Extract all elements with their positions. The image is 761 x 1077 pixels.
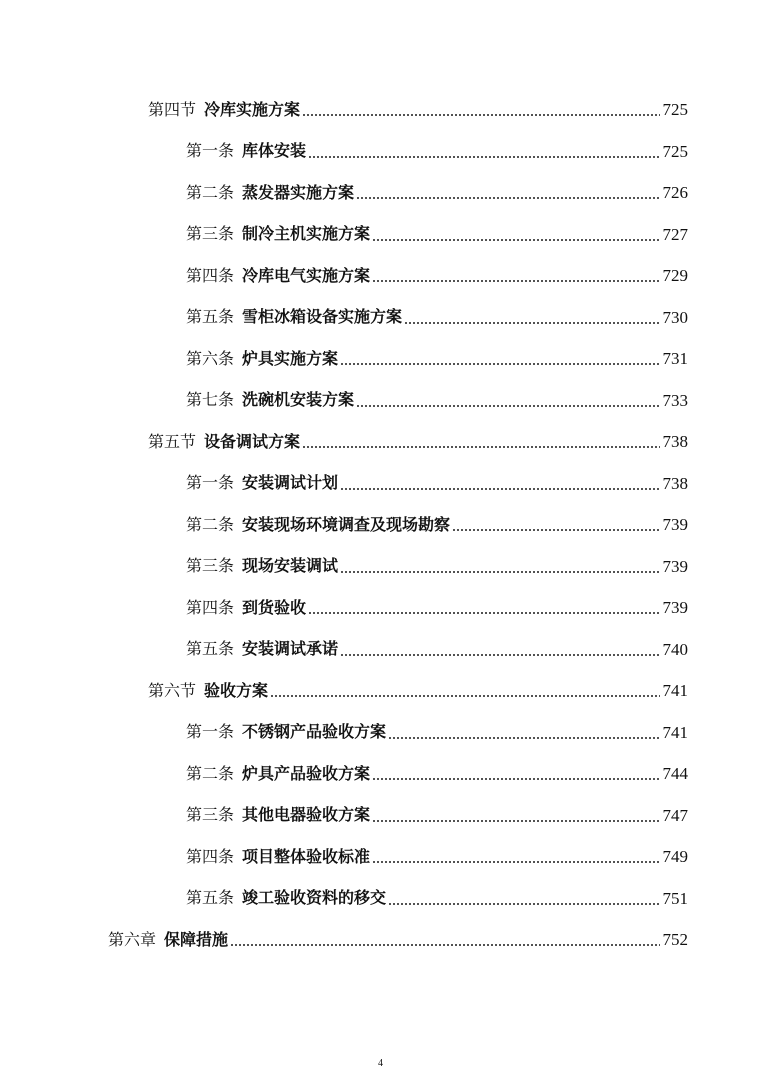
toc-entry-number: 第三条 [186, 224, 235, 243]
toc-entry-page: 741 [662, 722, 688, 742]
toc-entry-number: 第一条 [186, 473, 235, 492]
toc-entry-page: 729 [662, 266, 688, 285]
toc-entry-title: 炉具产品验收方案 [242, 763, 371, 783]
toc-entry-page: 733 [662, 390, 688, 410]
toc-entry-title: 保障措施 [164, 929, 229, 949]
toc-entry-page: 739 [662, 598, 688, 617]
toc-entry-page: 725 [662, 141, 688, 161]
toc-entry-section[interactable] [148, 89, 688, 130]
toc-entry-article[interactable] [186, 214, 688, 255]
toc-entry-number: 第一条 [186, 141, 235, 160]
toc-entry-title: 不锈钢产品验收方案 [242, 722, 387, 741]
toc-entry-number: 第五条 [186, 639, 235, 658]
toc-dot-leader [340, 562, 659, 574]
toc-entry-number: 第四条 [186, 597, 235, 617]
toc-entry-page: 739 [662, 556, 688, 576]
toc-dot-leader [340, 645, 659, 657]
toc-entry-number: 第三条 [186, 805, 235, 824]
toc-entry-article[interactable] [186, 463, 688, 504]
toc-dot-leader [372, 852, 659, 864]
toc-entry-title: 炉具实施方案 [242, 348, 339, 368]
toc-entry-number: 第五条 [186, 888, 235, 907]
toc-entry-page: 738 [662, 473, 688, 493]
toc-entry-article[interactable] [186, 255, 688, 296]
toc-entry-title: 验收方案 [204, 680, 269, 700]
toc-dot-leader [302, 437, 659, 449]
toc-entry-article[interactable] [186, 629, 688, 670]
toc-entry-article[interactable] [186, 504, 688, 545]
toc-entry-article[interactable] [186, 712, 688, 753]
toc-entry-page: 739 [662, 515, 688, 534]
toc-entry-title: 冷库电气实施方案 [242, 265, 371, 285]
toc-entry-article[interactable] [186, 836, 688, 877]
toc-entry-title: 冷库实施方案 [204, 99, 301, 119]
toc-entry-article[interactable] [186, 297, 688, 338]
toc-entry-title: 安装调试计划 [242, 473, 339, 492]
toc-entry-title: 其他电器验收方案 [242, 805, 371, 824]
toc-dot-leader [388, 894, 659, 906]
toc-dot-leader [372, 811, 659, 823]
toc-entry-number: 第二条 [186, 182, 235, 202]
toc-entry-article[interactable] [186, 131, 688, 172]
toc-entry-number: 第六章 [108, 929, 157, 949]
toc-entry-page: 744 [662, 764, 688, 783]
toc-entry-title: 库体安装 [242, 141, 307, 160]
toc-entry-article[interactable] [186, 753, 688, 794]
toc-dot-leader [270, 686, 659, 698]
toc-dot-leader [308, 147, 659, 159]
toc-entry-article[interactable] [186, 878, 688, 919]
toc-dot-leader [452, 520, 659, 532]
toc-entry-title: 设备调试方案 [204, 431, 301, 451]
toc-entry-article[interactable] [186, 380, 688, 421]
toc-entry-article[interactable] [186, 546, 688, 587]
toc-dot-leader [372, 769, 659, 781]
toc-entry-page: 730 [662, 307, 688, 327]
toc-entry-chapter[interactable] [108, 919, 688, 960]
toc-dot-leader [340, 354, 659, 366]
toc-entry-page: 727 [662, 224, 688, 244]
toc-entry-page: 751 [662, 888, 688, 908]
toc-entry-section[interactable] [148, 421, 688, 462]
toc-entry-number: 第三条 [186, 556, 235, 575]
toc-dot-leader [340, 479, 659, 491]
toc-entry-article[interactable] [186, 795, 688, 836]
toc-entry-number: 第四条 [186, 846, 235, 866]
toc-dot-leader [230, 935, 659, 947]
toc-dot-leader [308, 603, 659, 615]
toc-entry-article[interactable] [186, 587, 688, 628]
toc-entry-page: 726 [662, 183, 688, 202]
toc-entry-number: 第二条 [186, 763, 235, 783]
toc-dot-leader [356, 396, 659, 408]
toc-entry-page: 738 [662, 432, 688, 451]
toc-entry-page: 725 [662, 100, 688, 119]
toc-entry-article[interactable] [186, 172, 688, 213]
toc-entry-number: 第六条 [186, 348, 235, 368]
toc-entry-title: 竣工验收资料的移交 [242, 888, 387, 907]
toc-entry-number: 第四条 [186, 265, 235, 285]
toc-entry-number: 第五节 [148, 431, 197, 451]
page-number: 4 [378, 1058, 383, 1069]
toc-dot-leader [388, 728, 659, 740]
toc-entry-number: 第七条 [186, 390, 235, 409]
toc-dot-leader [372, 230, 659, 242]
toc-entry-title: 到货验收 [242, 597, 307, 617]
toc-entry-number: 第二条 [186, 514, 235, 534]
toc-entry-title: 项目整体验收标准 [242, 846, 371, 866]
toc-dot-leader [372, 271, 659, 283]
toc-entry-page: 752 [662, 930, 688, 949]
toc-entry-article[interactable] [186, 338, 688, 379]
toc-entry-title: 制冷主机实施方案 [242, 224, 371, 243]
toc-entry-title: 蒸发器实施方案 [242, 182, 355, 202]
toc-dot-leader [356, 188, 659, 200]
toc-entry-number: 第四节 [148, 99, 197, 119]
toc-entry-page: 740 [662, 639, 688, 659]
toc-entry-title: 安装调试承诺 [242, 639, 339, 658]
toc-entry-title: 洗碗机安装方案 [242, 390, 355, 409]
toc-entry-title: 安装现场环境调查及现场勘察 [242, 514, 451, 534]
toc-entry-page: 747 [662, 805, 688, 825]
toc-entry-page: 749 [662, 847, 688, 866]
toc-dot-leader [302, 105, 659, 117]
toc-entry-page: 731 [662, 349, 688, 368]
toc-entry-title: 现场安装调试 [242, 556, 339, 575]
toc-entry-title: 雪柜冰箱设备实施方案 [242, 307, 403, 326]
toc-entry-number: 第五条 [186, 307, 235, 326]
toc-dot-leader [404, 313, 659, 325]
toc-entry-page: 741 [662, 681, 688, 700]
toc-entry-section[interactable] [148, 670, 688, 711]
toc-entry-number: 第一条 [186, 722, 235, 741]
toc-entry-number: 第六节 [148, 680, 197, 700]
